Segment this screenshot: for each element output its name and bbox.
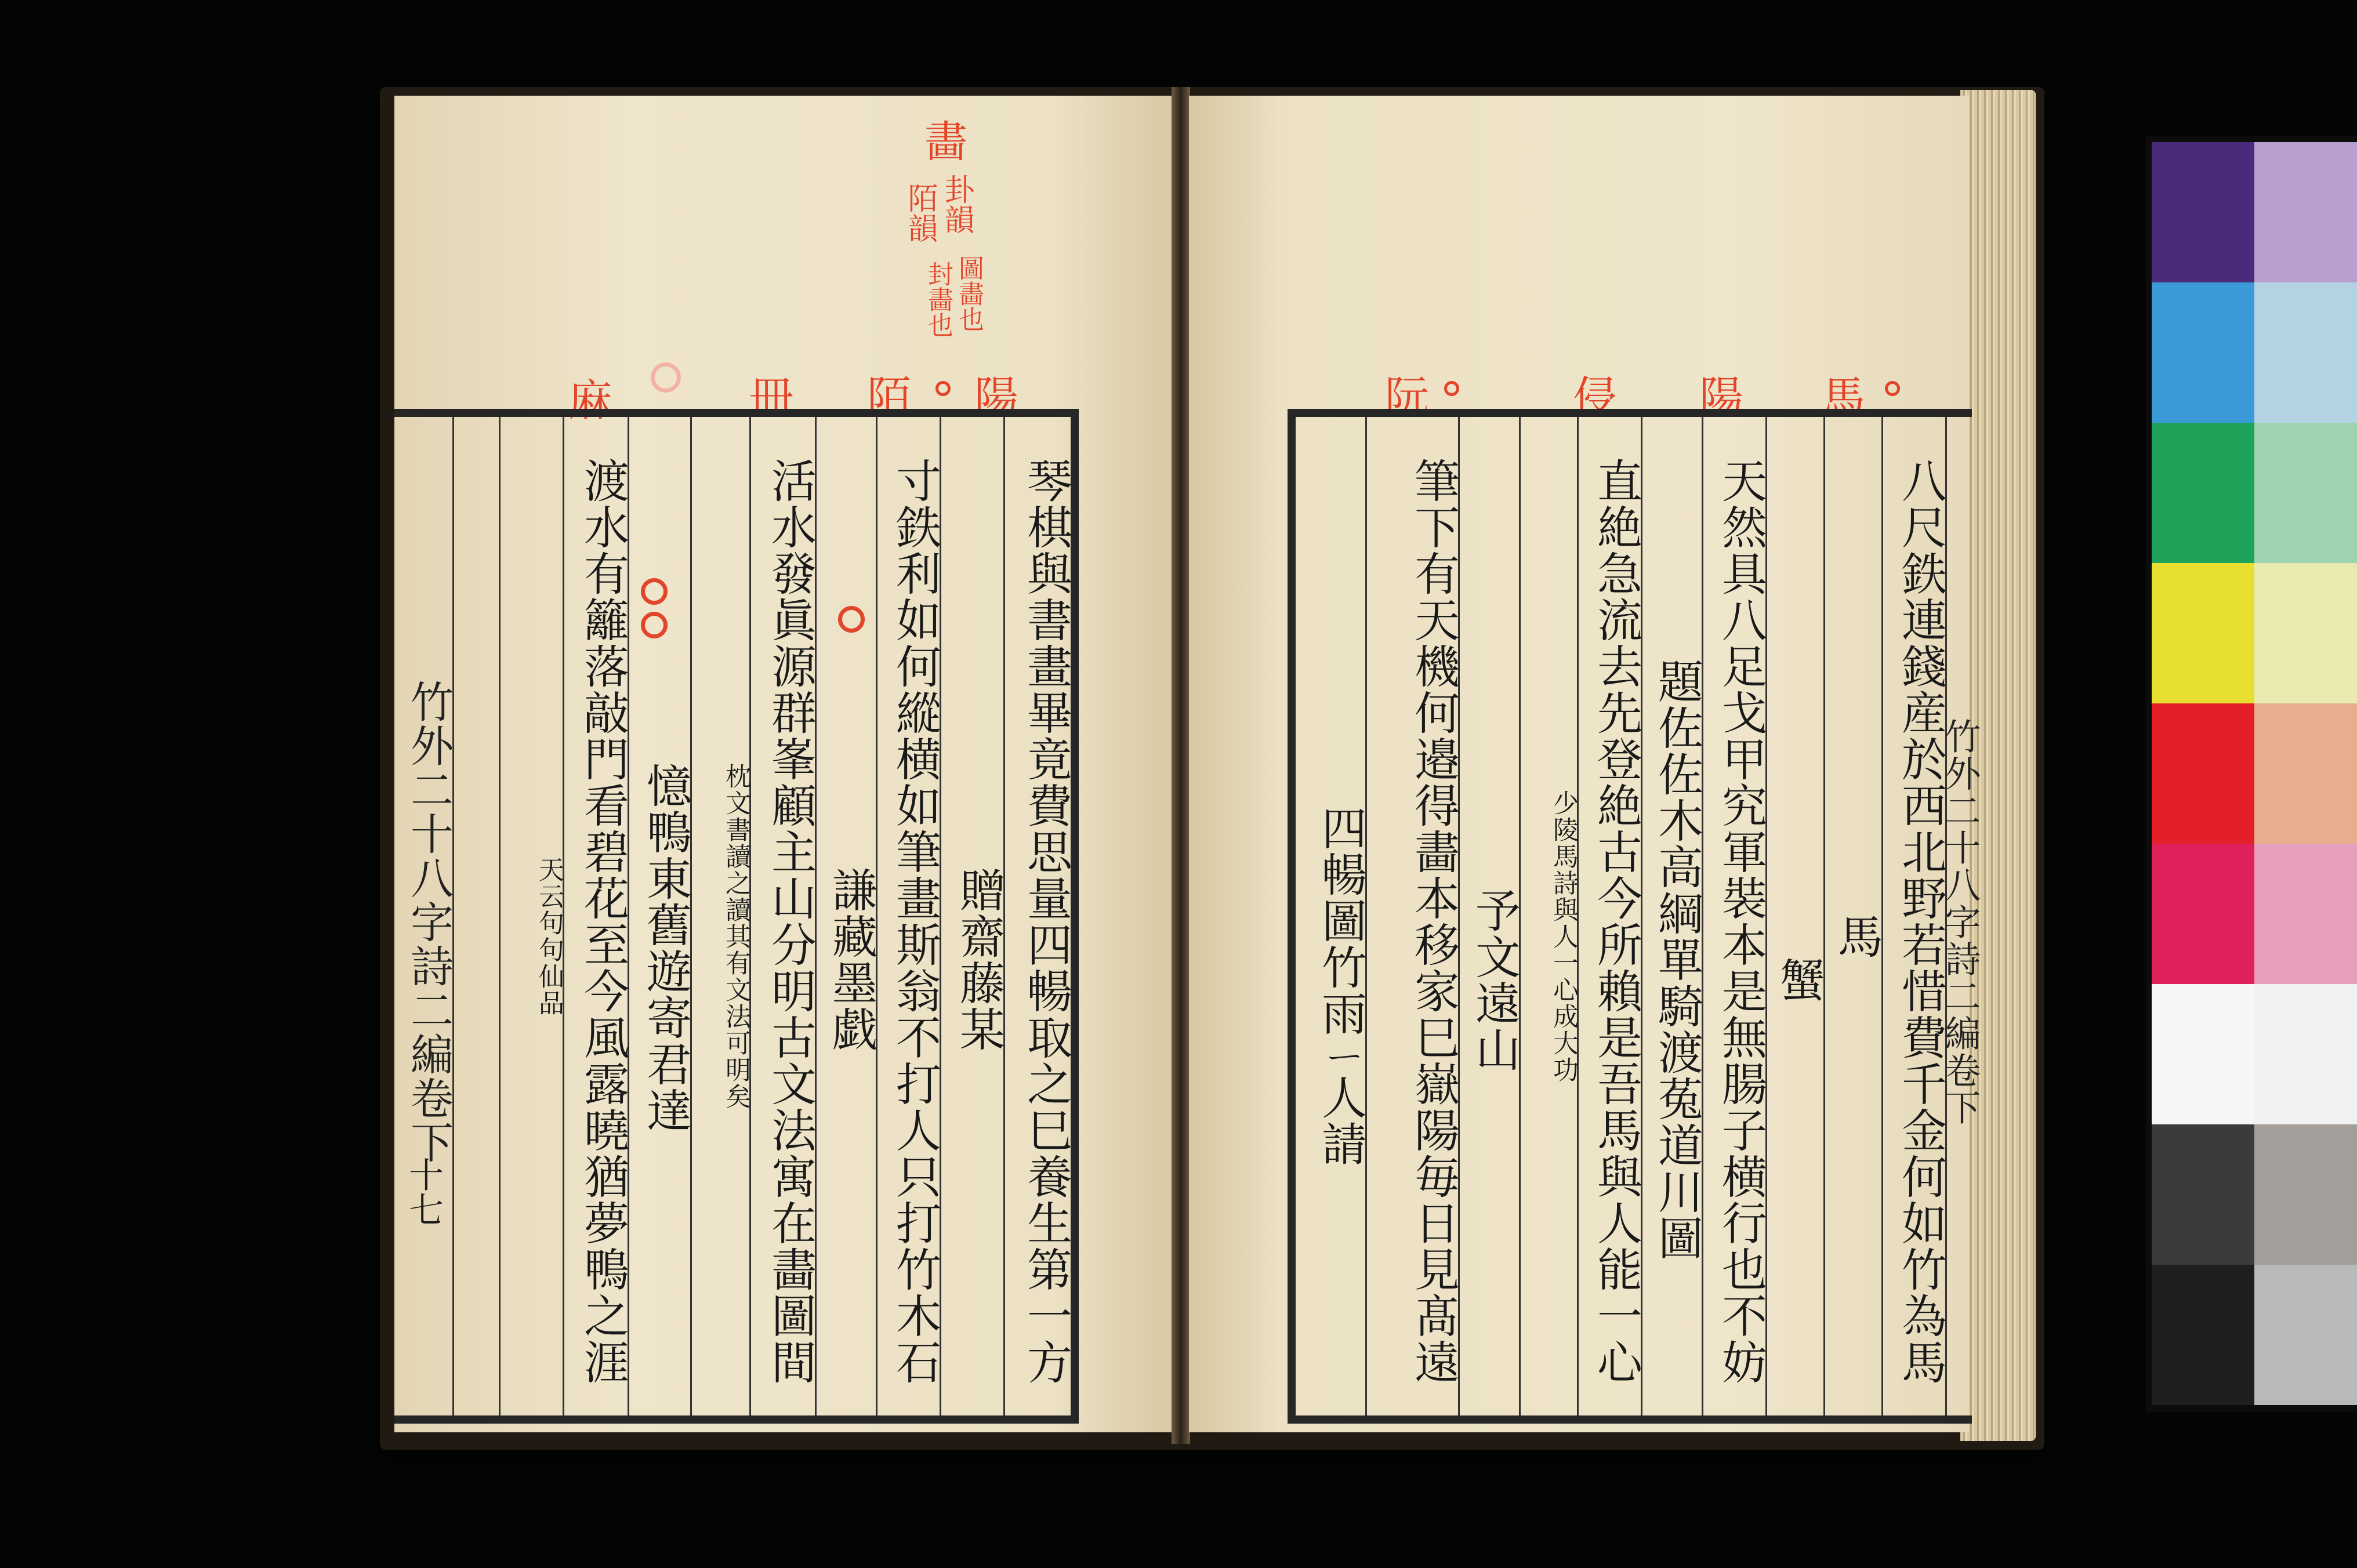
red-header-1: 陌	[867, 372, 911, 423]
right-page	[1189, 96, 1981, 1432]
book-gutter	[1172, 87, 1190, 1444]
left-page	[394, 96, 1172, 1432]
red-circle-mark-3	[641, 612, 668, 638]
left-col-9: 天云句句仙品	[499, 417, 563, 1415]
checker-patch-right-1	[2254, 282, 2357, 423]
checker-patch-right-3	[2254, 563, 2357, 703]
red-header-3: 麻	[568, 375, 612, 426]
red-seal-mark	[651, 362, 681, 393]
left-col-1: 琴棋與書畫畢竟費思量四暢取之巳養生第一方	[1003, 417, 1071, 1415]
left-col-7: 憶鴨東舊遊寄君達	[628, 417, 690, 1415]
right-text-frame	[1288, 409, 1981, 1424]
checker-patch-right-8	[2254, 1265, 2357, 1405]
right-col-2: 馬	[1823, 417, 1881, 1415]
left-col-4: 謙藏墨戯	[815, 417, 876, 1415]
checker-patch-left-1	[2152, 282, 2254, 423]
red-annotation-line2: 陌韻	[902, 183, 937, 243]
left-col-blank	[452, 417, 499, 1415]
red-header-0: 陽	[974, 372, 1018, 423]
right-col-5: 題佐佐木高綱單騎渡菟道川圖	[1641, 417, 1702, 1415]
checker-patch-left-8	[2152, 1265, 2254, 1405]
right-col-3: 蟹	[1765, 417, 1823, 1415]
left-text-frame	[394, 409, 1079, 1424]
red-header-2: 冊	[749, 372, 793, 423]
right-side-title: 竹外二十八字詩二編卷下	[1945, 417, 1980, 1415]
red-dot-r2	[1444, 381, 1459, 396]
red-dot-r1	[1885, 381, 1900, 396]
checker-patch-left-0	[2152, 142, 2254, 282]
checker-patch-right-7	[2254, 1124, 2357, 1265]
right-col-8: 予文遠山	[1458, 417, 1519, 1415]
red-header-r3: 阮	[1385, 372, 1429, 423]
checker-patch-right-5	[2254, 844, 2357, 984]
right-col-10: 四暢圖竹雨ㄧ人請	[1314, 804, 1366, 1167]
red-annotation-line4: 封畵也	[923, 261, 953, 337]
red-dot	[935, 381, 951, 396]
left-side-title: 竹外二十八字詩二編卷下	[404, 680, 454, 1164]
red-header-r2: 侵	[1573, 372, 1617, 423]
right-col-4: 天然具八足戈甲究軍裝本是無腸子横行也不妨	[1702, 417, 1765, 1415]
checker-patch-left-2	[2152, 423, 2254, 563]
checker-patch-left-6	[2152, 984, 2254, 1124]
right-col-7: 少陵馬詩與人一心成大功	[1519, 417, 1577, 1415]
red-annotation-big: 畵	[918, 119, 967, 162]
color-checker	[2152, 142, 2357, 1409]
checker-patch-left-7	[2152, 1124, 2254, 1265]
checker-patch-left-5	[2152, 844, 2254, 984]
right-col-1: 八尺鉄連錢産於西北野若惜費千金何如竹為馬	[1881, 417, 1945, 1415]
checker-patch-left-4	[2152, 703, 2254, 844]
red-header-r1: 陽	[1699, 372, 1743, 423]
red-circle-mark-1	[838, 606, 865, 633]
checker-patch-right-2	[2254, 423, 2357, 563]
left-folio: 十七	[403, 1157, 444, 1226]
left-col-8: 渡水有籬落敲門看碧花至今風露曉猶夢鴨之涯	[563, 417, 628, 1415]
red-annotation-line1: 卦韻	[939, 174, 974, 234]
left-col-3: 寸鉄利如何縱横如筆畫斯翁不打人只打竹木石	[876, 417, 940, 1415]
checker-patch-right-6	[2254, 984, 2357, 1124]
checker-patch-left-3	[2152, 563, 2254, 703]
red-header-r0: 馬	[1821, 372, 1865, 423]
checker-patch-right-4	[2254, 703, 2357, 844]
red-circle-mark-2	[641, 578, 668, 605]
left-col-6: 枕文書讀之讀其有文法可明矣	[690, 417, 749, 1415]
checker-patch-right-0	[2254, 142, 2357, 282]
right-col-9: 筆下有天機何邉得畵本移家巳嶽陽毎日見髙遠	[1365, 417, 1458, 1415]
left-col-2: 贈齋藤某	[940, 417, 1003, 1415]
right-col-6: 直絶急流去先登絶古今所賴是吾馬與人能一心	[1577, 417, 1641, 1415]
left-col-5: 活水發眞源群峯顧主山分明古文法寓在畵圖間	[749, 417, 815, 1415]
red-annotation-line3: 圖畵也	[954, 255, 984, 332]
